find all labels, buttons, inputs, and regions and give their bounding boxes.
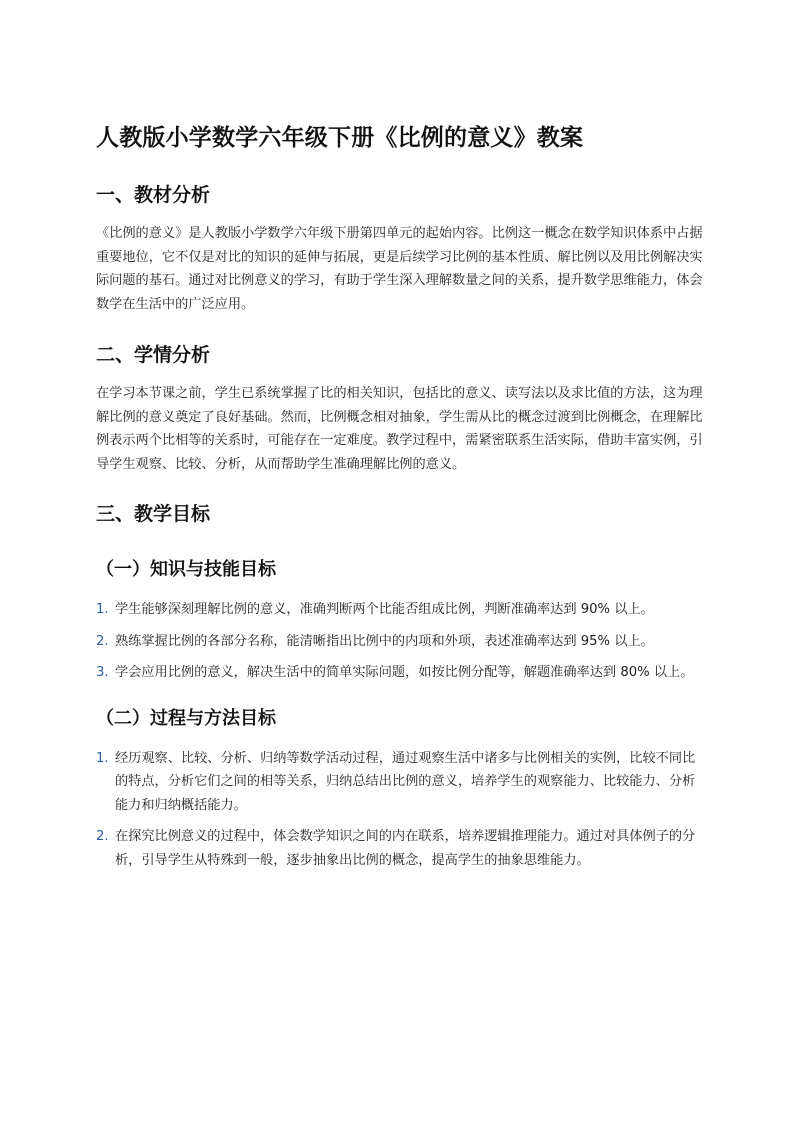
process-goals-list	[96, 747, 708, 873]
list-item-text: 学会应用比例的意义，解决生活中的简单实际问题，如按比例分配等，解题准确率达到 80% 以上。	[115, 665, 694, 680]
knowledge-goals-list	[96, 598, 708, 685]
list-item-text: 学生能够深刻理解比例的意义，准确判断两个比能否组成比例，判断准确率达到 90% 以上。	[115, 602, 654, 617]
list-item	[96, 598, 708, 622]
document-title: 人教版小学数学六年级下册《比例的意义》教案	[96, 125, 584, 151]
list-item	[96, 747, 708, 818]
textbook-analysis-paragraph: 《比例的意义》是人教版小学数学六年级下册第四单元的起始内容。比例这一概念在数学知识体系中占据重要地位，它不仅是对比的知识的延伸与拓展，更是后续学习比例的基本性质、解比例以及用比例解决实际问题的基石。通过对比例意义的学习，有助于学生深入理解数量之间的关系，提升数学思维能力，体会数学在生活中的广泛应用。	[96, 226, 703, 312]
list-item-number: 3.	[96, 665, 109, 680]
list-item-text: 在探究比例意义的过程中，体会数学知识之间的内在联系，培养逻辑推理能力。通过对具体例子的分析，引导学生从特殊到一般，逐步抽象出比例的概念，提高学生的抽象思维能力。	[115, 829, 696, 868]
list-item-number: 1.	[96, 750, 109, 766]
list-item	[96, 661, 708, 685]
section-heading-student-analysis: 二、学情分析	[96, 344, 211, 366]
subheading-knowledge-skills: （一）知识与技能目标	[96, 559, 276, 580]
list-item	[96, 825, 708, 872]
list-item-number: 2.	[96, 829, 109, 844]
section-heading-teaching-goals: 三、教学目标	[96, 503, 211, 525]
section-heading-textbook-analysis: 一、教材分析	[96, 184, 211, 206]
list-item-number: 2.	[96, 633, 109, 649]
list-item-text: 熟练掌握比例的各部分名称，能清晰指出比例中的内项和外项，表述准确率达到 95% 以上。	[115, 633, 654, 649]
list-item-text: 经历观察、比较、分析、归纳等数学活动过程，通过观察生活中诸多与比例相关的实例，比较不同比的特点，分析它们之间的相等关系，归纳总结出比例的意义，培养学生的观察能力、比较能力、分析能力和归纳概括能力。	[115, 750, 696, 813]
subheading-process-methods: （二）过程与方法目标	[96, 707, 276, 729]
list-item-number: 1.	[96, 602, 109, 617]
list-item	[96, 630, 708, 654]
document-page	[96, 117, 708, 880]
student-analysis-paragraph: 在学习本节课之前，学生已系统掌握了比的相关知识，包括比的意义、读写法以及求比值的方法，这为理解比例的意义奠定了良好基础。然而，比例概念相对抽象，学生需从比的概念过渡到比例概念，在理解比例表示两个比相等的关系时，可能存在一定难度。教学过程中，需紧密联系生活实际，借助丰富实例，引导学生观察、比较、分析，从而帮助学生准确理解比例的意义。	[96, 386, 703, 472]
